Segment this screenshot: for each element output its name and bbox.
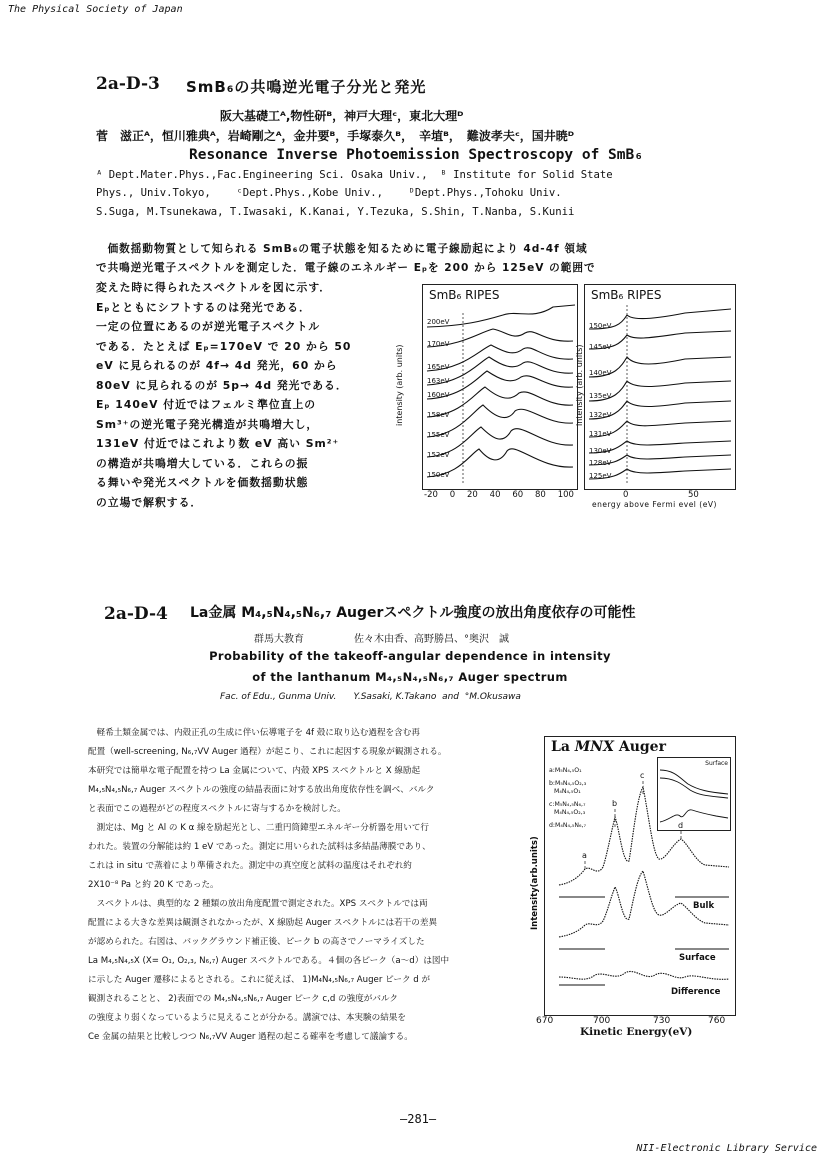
paper2-body-line: の強度より弱くなっているように見えることが分かる。講演では、本実験の結果を	[88, 1013, 406, 1023]
fig-right-tick: 50	[688, 490, 699, 500]
paper1-body-line: 価数揺動物質として知られる SmB₆の電子状態を知るために電子線励起により 4d-4f 領域	[96, 243, 588, 255]
fig-left-label: 152eV	[427, 451, 450, 459]
paper1-body-line: 一定の位置にあるのが逆光電子スペクトル	[96, 320, 321, 333]
paper1-body-line: eV に見られるのが 4f→ 4d 発光，60 から	[96, 359, 338, 372]
society-header: The Physical Society of Japan	[8, 4, 183, 15]
fig-left-label: 155eV	[427, 431, 450, 439]
auger-curve-label: Surface	[679, 953, 716, 963]
fig-left-label: 163eV	[427, 377, 450, 385]
paper2-body-line: これは in situ で蒸着により準備された。測定中の真空度と試料の温度はそれぞれ約	[88, 861, 412, 871]
fig-right-tick: 0	[623, 490, 629, 500]
page-number: —281—	[400, 1112, 437, 1126]
fig-left-tick: 80	[535, 490, 546, 500]
fig-right-label: 132eV	[589, 411, 612, 419]
fig-right-label: 131eV	[589, 430, 612, 438]
paper2-body-line: 配置（well-screening, N₆,₇VV Auger 過程）が起こり、これに起因する現象が観測される。	[88, 747, 447, 757]
paper2-body-line: われた。装置の分解能は約 1 eV であった。測定に用いられた試料は多結晶薄膜であり、	[88, 842, 431, 852]
paper1-body-line: Eₚとともにシフトするのは発光である．	[96, 300, 311, 314]
fig-right-xlabel: energy above Fermi evel (eV)	[592, 500, 717, 509]
fig-left-label: 165eV	[427, 363, 450, 371]
paper1-body-line: 変えた時に得られたスペクトルを図に示す．	[96, 281, 332, 294]
auger-curve-label: Bulk	[693, 901, 715, 911]
fig-left-label: 160eV	[427, 391, 450, 399]
paper1-body-line: Eₚ 140eV 付近ではフェルミ準位直上の	[96, 398, 317, 411]
paper1-title-jp: SmB₆の共鳴逆光電子分光と発光	[186, 78, 427, 96]
fig-left-title: SmB₆ RIPES	[429, 288, 500, 302]
auger-ylabel: Intensity(arb.units)	[530, 836, 540, 930]
paper2-title-en-1: Probability of the takeoff-angular dependence in intensity	[209, 649, 611, 663]
fig-right-title: SmB₆ RIPES	[591, 288, 662, 302]
paper2-body-line: に示した Auger 遷移によるとされる。これに従えば、 1)M₄N₄,₅N₆,₇ Auger ピーク d が	[88, 975, 431, 985]
library-footer: NII-Electronic Library Service	[636, 1143, 817, 1154]
paper2-body-line: M₄,₅N₄,₅N₆,₇ Auger スペクトルの強度の結晶表面に対する放出角度依存性を調べ、バルク	[88, 785, 435, 795]
fig-left-label: 200eV	[427, 318, 450, 326]
auger-figure	[544, 736, 736, 1016]
fig-left-tick: 20	[467, 490, 478, 500]
auger-legend-item: d:M₄N₄,₅N₆,₇	[549, 821, 586, 829]
paper2-body-line: 測定は、Mg と Al の K α 線を励起光とし、二重円筒鍏型エネルギー分析器を用いて行	[88, 823, 430, 833]
fig-left-tick: 60	[512, 490, 524, 500]
auger-fig-title-italic: MNX	[574, 739, 614, 755]
paper2-title-en-2: of the lanthanum M₄,₅N₄,₅N₆,₇ Auger spectrum	[252, 670, 568, 684]
paper1-body-line: の構造が共鳴増大している．これらの振	[96, 456, 309, 470]
paper2-body-line: La M₄,₅N₄,₅X (X= O₁, O₂,₃, N₆,₇) Auger スペクトルである。４個の各ピーク（a～d）は図中	[88, 956, 450, 966]
auger-legend-item: M₄N₄,₅O₂,₃	[554, 809, 586, 816]
auger-legend-item: M₄N₄,₅O₁	[554, 788, 581, 795]
auger-legend-item: a:M₅N₄,₅O₁	[549, 767, 582, 774]
paper2-body-line: 軽希土類金属では、内殻正孔の生成に伴い伝導電子を 4f 殻に取り込む過程を含む再	[88, 728, 420, 738]
fig-left-label: 170eV	[427, 340, 450, 348]
paper2-body-line: 観測されることと、 2)表面での M₄,₅N₄,₅N₆,₇ Auger ピーク c,d の強度がバルク	[88, 994, 399, 1004]
fig-right-label: 125eV	[589, 472, 612, 480]
paper1-body-line: の立場で解釈する．	[96, 495, 203, 509]
paper1-affil-jp: 阪大基礎工ᴬ,物性研ᴮ，神戸大理ᶜ，東北大理ᴰ	[220, 109, 464, 123]
paper1-body-line: 131eV 付近ではこれより数 eV 高い Sm²⁺	[96, 437, 340, 450]
auger-peak-label: a	[582, 851, 587, 860]
ripes-figure-left	[422, 284, 578, 490]
fig-right-label: 130eV	[589, 447, 612, 455]
auger-legend-item: b:M₅N₄,₅O₂,₃	[549, 779, 587, 787]
paper1-body-line: 80eV に見られるのが 5p→ 4d 発光である．	[96, 378, 348, 392]
auger-fig-title-post: Auger	[613, 739, 666, 755]
paper1-id: 2a-D-3	[96, 74, 160, 94]
fig-left-tick: 100	[557, 490, 574, 500]
paper1-authors-en: S.Suga, M.Tsunekawa, T.Iwasaki, K.Kanai, Y.Tezuka, S.Shin, T.Nanba, S.Kunii	[96, 206, 575, 218]
auger-tick: 700	[593, 1016, 611, 1026]
paper2-body-line: Ce 金属の結果と比較しつつ N₆,₇VV Auger 過程の起こる確率を考慮して議論する。	[88, 1032, 413, 1042]
fig-right-label: 150eV	[589, 322, 612, 330]
auger-curve-label: Difference	[671, 987, 721, 997]
auger-tick: 730	[653, 1016, 671, 1026]
auger-peak-label: d	[678, 821, 684, 830]
paper1-body-line: Sm³⁺の逆光電子発光構造が共鳴増大し，	[96, 417, 319, 431]
paper1-body-line: である．たとえば Eₚ=170eV で 20 から 50	[96, 339, 352, 353]
paper2-body-line: が認められた。右図は、バックグラウンド補正後、ピーク b の高さでノーマライズした	[88, 937, 425, 947]
auger-legend-item: c:M₅N₄,₅N₆,₇	[549, 800, 586, 808]
paper2-affil-en: Fac. of Edu., Gunma Univ. Y.Sasaki, K.Takano and °M.Okusawa	[220, 692, 521, 702]
auger-inset-label: Surface	[705, 760, 728, 767]
paper2-title-jp: La金属 M₄,₅N₄,₅N₆,₇ Augerスペクトル強度の放出角度依存の可能性	[190, 605, 636, 621]
paper2-body-line: 本研究では簡単な電子配置を持つ La 金属について、内殻 XPS スペクトルと X 線励起	[88, 766, 421, 776]
fig-left-tick: 0	[449, 490, 456, 500]
paper1-affil-en-1: ᴬ Dept.Mater.Phys.,Fac.Engineering Sci. Osaka Univ., ᴮ Institute for Solid State	[96, 169, 613, 181]
fig-right-ylabel: intensity (arb. units)	[575, 344, 584, 426]
paper2-authors-jp: 群馬大教育 佐々木由香、高野勝昌、°奥沢 誠	[254, 634, 509, 645]
fig-left-tick: -20	[424, 490, 438, 500]
paper2-body	[88, 724, 528, 1047]
paper2-body-line: スペクトルは、典型的な 2 種類の放出角度配置で測定された。XPS スペクトルでは両	[88, 899, 428, 909]
paper1-title-en: Resonance Inverse Photoemission Spectroscopy of SmB₆	[189, 147, 643, 163]
auger-fig-title-pre: La	[551, 739, 575, 755]
paper1-body-line: で共鳴逆光電子スペクトルを測定した．電子線のエネルギー Eₚを 200 から 125eV の範囲で	[96, 262, 596, 274]
fig-right-label: 135eV	[589, 392, 612, 400]
paper2-body-line: 配置による大きな差異は観測されなかったが、X 線励起 Auger スペクトルには若干の差異	[88, 918, 438, 928]
paper2-id: 2a-D-4	[104, 604, 168, 624]
paper2-body-line: 2X10⁻⁸ Pa と約 20 K であった。	[88, 880, 219, 890]
ripes-figure-right	[584, 284, 736, 490]
auger-tick: 760	[708, 1016, 726, 1026]
fig-left-ylabel: intensity (arb. units)	[395, 344, 404, 426]
fig-right-label: 128eV	[589, 459, 612, 467]
auger-peak-label: b	[612, 799, 618, 808]
fig-right-label: 140eV	[589, 369, 612, 377]
auger-tick: 670	[536, 1016, 554, 1026]
paper1-affil-en-2: Phys., Univ.Tokyo, ᶜDept.Phys.,Kobe Univ., ᴰDept.Phys.,Tohoku Univ.	[96, 187, 562, 199]
paper2-body-line: と表面でこの過程がどの程度スペクトルに寄与するかを検討した。	[88, 804, 346, 814]
fig-left-label: 158eV	[427, 411, 450, 419]
paper1-body-line: る舞いや発光スペクトルを価数揺動状態	[96, 476, 309, 489]
paper1-authors-jp: 菅 滋正ᴬ，恒川雅典ᴬ，岩崎剛之ᴬ，金井要ᴮ，手塚泰久ᴮ， 辛埴ᴮ， 難波孝夫ᶜ，国井暁ᴰ	[96, 129, 575, 143]
fig-left-label: 150eV	[427, 471, 450, 479]
auger-xlabel: Kinetic Energy(eV)	[580, 1026, 693, 1038]
auger-peak-label: c	[640, 771, 645, 780]
fig-left-tick: 40	[489, 490, 501, 500]
paper1-body	[96, 278, 416, 512]
fig-right-label: 145eV	[589, 343, 612, 351]
fig-left-xticks	[424, 490, 574, 500]
